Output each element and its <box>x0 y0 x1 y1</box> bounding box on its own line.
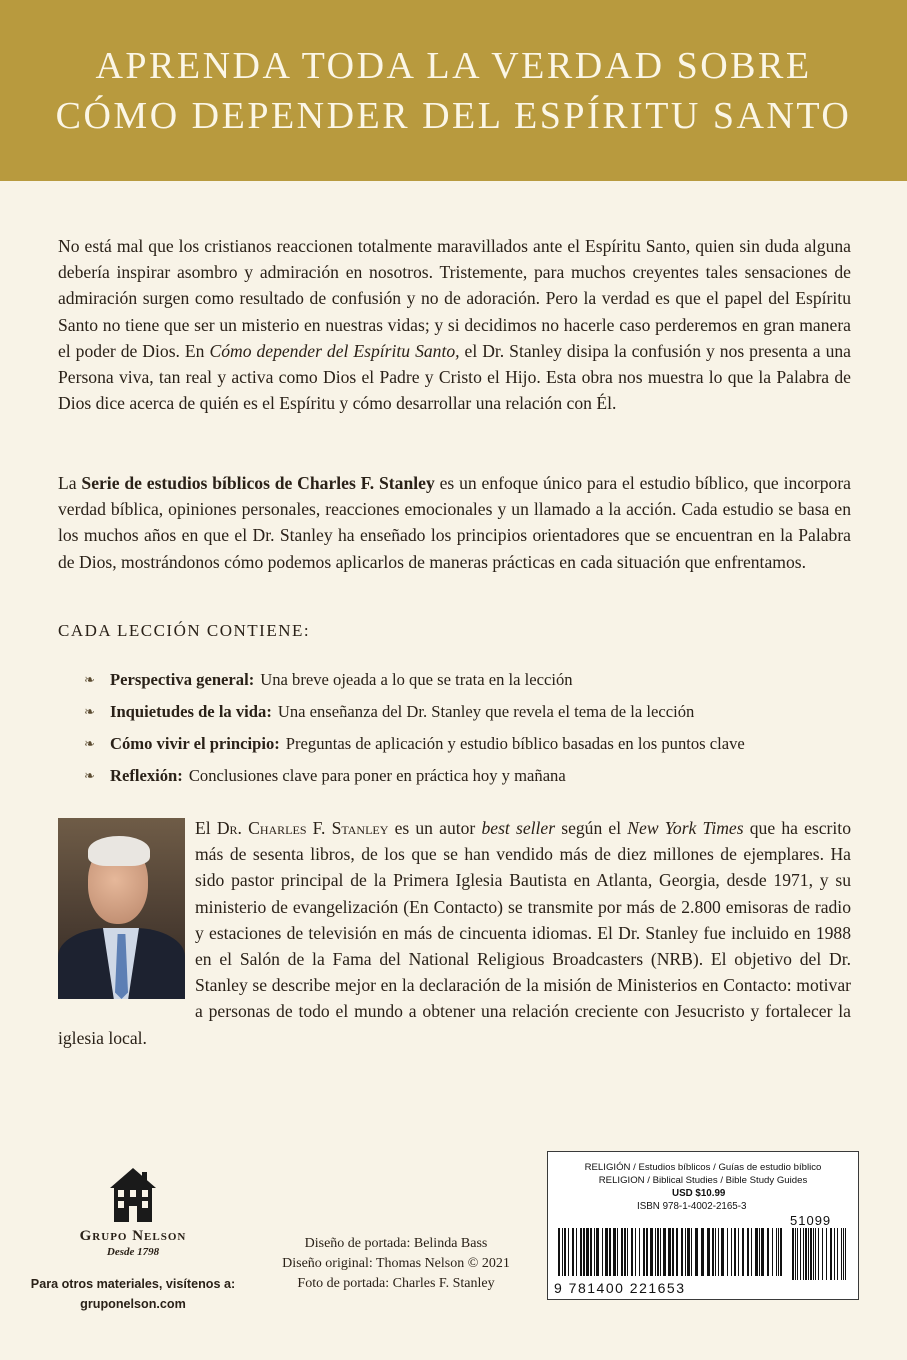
list-item <box>84 664 884 696</box>
item-label: Inquietudes de la vida : <box>110 696 272 728</box>
lesson-list <box>84 664 884 792</box>
list-item <box>84 760 884 792</box>
series-text: es un enfoque único para el estudio bíblico, que incorpora verdad bíblica, opiniones personales, reacciones emocionales y un llamado a la acción. Cada estudio se basa en los muchos años en que el Dr. Stanley ha enseñado los principios orientadores que se encuentran en la Palabra de Dios, mostrándonos cómo podemos aplicarlos de maneras prácticas en cada situación que enfrentamos. <box>58 473 851 572</box>
credit-line: Diseño de portada: Belinda Bass <box>304 1236 488 1251</box>
item-description: Conclusiones clave para poner en práctica hoy y mañana <box>188 766 566 785</box>
fleuron-icon: ❧ <box>84 768 95 783</box>
list-item <box>84 696 884 728</box>
banner-line-2: CÓMO DEPENDER DEL ESPÍRITU SANTO <box>55 94 852 137</box>
website-link: gruponelson.com <box>80 1297 186 1311</box>
lesson-heading: CADA LECCIÓN CONTIENE: <box>58 621 311 640</box>
barcode-icon <box>556 1228 852 1282</box>
category-es: RELIGIÓN / Estudios bíblicos / Guías de estudio bíblico <box>584 1162 822 1173</box>
publisher-name: Grupo Nelson <box>79 1228 187 1244</box>
price: USD $10.99 <box>672 1188 726 1199</box>
barcode-box <box>547 1151 859 1300</box>
bio-text: que ha escrito más de sesenta libros, de los que se han vendido más de diez millones de ejemplares. Ha sido pastor principal de la Primera Iglesia Bautista en Atlanta, Georgia, desde 1971, y su ministerio de evangelización (En Contacto) se transmite por más de 2.800 emisoras de radio y estaciones de televisión en más de cincuenta idiomas. El Dr. Stanley fue incluido en 1988 en el Salón de la Fama del National Religious Broadcasters (NRB). El objetivo del Dr. Stanley se describe mejor en la declaración de la misión de Ministerios en Contacto: motivar a personas de todo el mundo a obtener una relación creciente con Jesucristo y fortalecer la iglesia local. <box>58 818 851 1048</box>
item-label: Cómo vivir el principio : <box>110 728 280 760</box>
publisher-since: Desde 1798 <box>106 1246 160 1258</box>
publisher-logo <box>58 1166 208 1258</box>
series-lead: La <box>58 473 82 493</box>
banner-line-1: APRENDA TODA LA VERDAD SOBRE <box>95 44 812 87</box>
item-description: Una breve ojeada a lo que se trata en la lección <box>260 670 573 689</box>
house-logo-icon <box>106 1166 160 1226</box>
fleuron-icon: ❧ <box>84 704 95 719</box>
intro-text-1: No está mal que los cristianos reaccionen totalmente maravillados ante el Espíritu Santo, quien sin duda alguna debería inspirar asombro y admiración en nosotros. Tristemente, para muchos creyentes tales sensaciones de admiración surgen como resultado de confusión y no de adoración. Pero la verdad es que el papel del Espíritu Santo no tiene que ser un misterio en nuestras vidas; y si decidimos no hacerle caso perderemos en gran manera el poder de Dios. En <box>58 236 851 361</box>
bio-text: según el <box>555 818 628 838</box>
intro-text-2: el Dr. Stanley disipa la confusión y nos presenta a una Persona viva, tan real y activa como Dios el Padre y Cristo el Hijo. Esta obra nos muestra lo que la Palabra de Dios dice acerca de quién es el Espíritu y cómo desarrollar una relación con Él. <box>58 340 851 414</box>
isbn: ISBN 978-1-4002-2165-3 <box>637 1201 747 1212</box>
best-seller-text: best seller <box>481 818 556 838</box>
barcode-digits: 9 781400 221653 <box>554 1280 686 1296</box>
fleuron-icon: ❧ <box>84 736 95 751</box>
item-label: Reflexión : <box>110 760 183 792</box>
credit-line: Diseño original: Thomas Nelson © 2021 <box>282 1256 510 1271</box>
fleuron-icon: ❧ <box>84 672 95 687</box>
series-paragraph <box>58 470 851 575</box>
nyt-text: New York Times <box>627 818 744 838</box>
category-en: RELIGION / Biblical Studies / Bible Study Guides <box>598 1174 808 1186</box>
series-name: Serie de estudios bíblicos de Charles F. Stanley <box>81 473 435 493</box>
visit-line: Para otros materiales, visítenos a: <box>30 1277 236 1291</box>
book-title: Cómo depender del Espíritu Santo, <box>209 340 460 361</box>
bio-text: es un autor <box>388 818 482 838</box>
item-description: Una enseñanza del Dr. Stanley que revela el tema de la lección <box>277 702 695 721</box>
price-addon: 51099 <box>790 1213 832 1228</box>
item-description: Preguntas de aplicación y estudio bíblico basadas en los puntos clave <box>285 734 745 753</box>
design-credits <box>262 1234 530 1294</box>
item-label: Perspectiva general : <box>110 664 254 696</box>
author-bio <box>58 815 851 1051</box>
intro-paragraph <box>58 233 851 416</box>
visit-info <box>18 1274 248 1314</box>
bio-text: El <box>195 818 217 838</box>
author-name: Dr. Charles F. Stanley <box>216 818 389 838</box>
title-banner <box>0 0 907 181</box>
credit-line: Foto de portada: Charles F. Stanley <box>297 1276 495 1291</box>
list-item <box>84 728 884 760</box>
